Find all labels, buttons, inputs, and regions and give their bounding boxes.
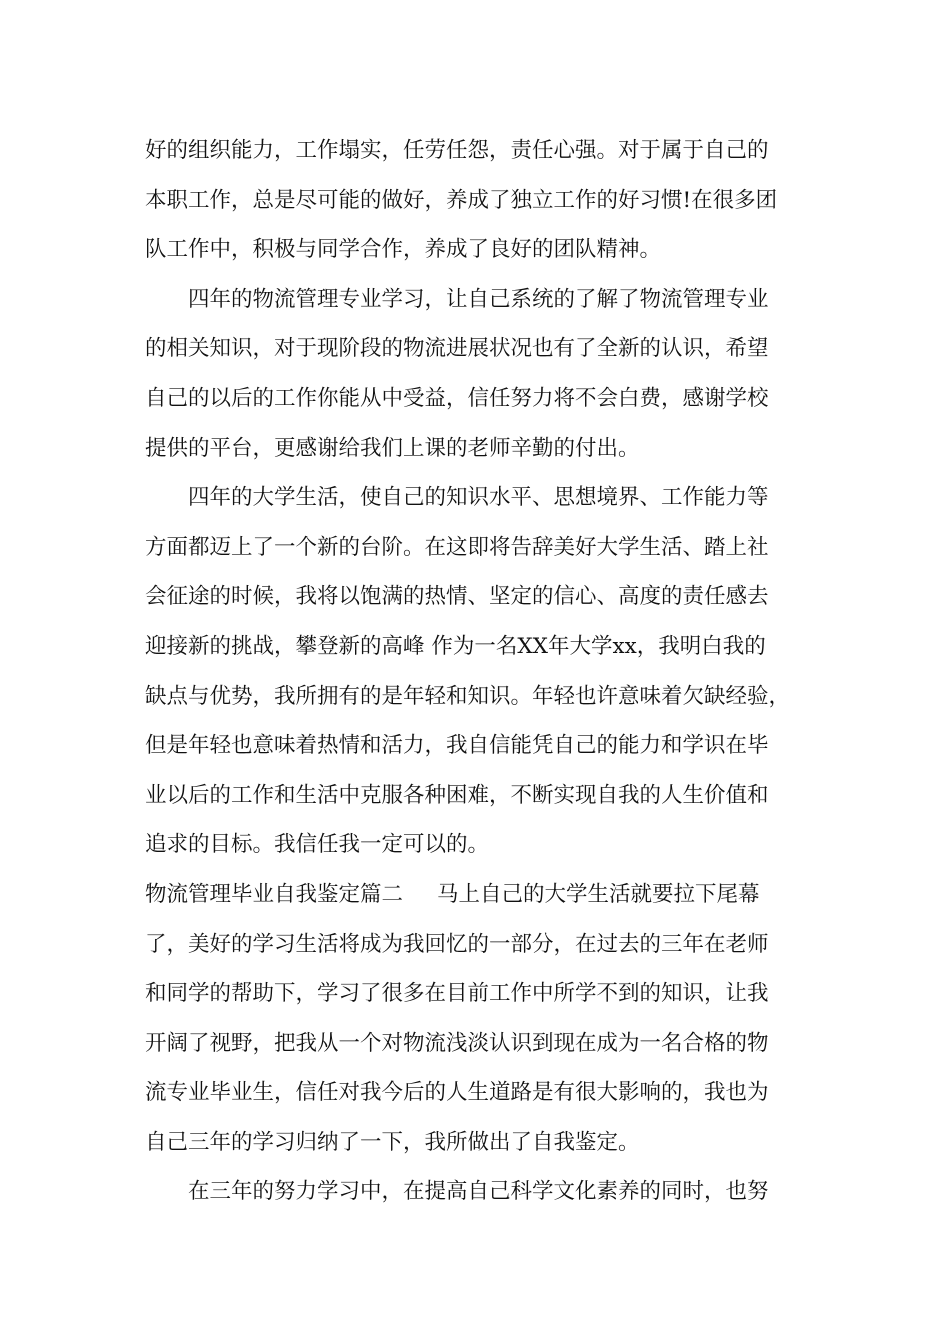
paragraph-line: 但是年轻也意味着热情和活力，我自信能凭自己的能力和学识在毕 (145, 733, 769, 759)
paragraph-line: 在三年的努力学习中，在提高自己科学文化素养的同时，也努 (188, 1179, 769, 1205)
paragraph-start: 马上自己的大学生活就要拉下尾幕 (437, 881, 760, 907)
paragraph-line: 本职工作，总是尽可能的做好，养成了独立工作的好习惯!在很多团 (145, 187, 778, 213)
paragraph-line: 自己的以后的工作你能从中受益，信任努力将不会白费，感谢学校 (145, 385, 769, 411)
paragraph-line: 自己三年的学习归纳了一下，我所做出了自我鉴定。 (145, 1129, 640, 1155)
paragraph-line: 开阔了视野，把我从一个对物流浅淡认识到现在成为一名合格的物 (145, 1030, 769, 1056)
paragraph-line: 了，美好的学习生活将成为我回忆的一部分，在过去的三年在老师 (145, 931, 769, 957)
paragraph-line: 好的组织能力，工作塌实，任劳任怨，责任心强。对于属于自己的 (145, 138, 769, 163)
section-heading: 物流管理毕业自我鉴定篇二 (145, 881, 404, 907)
document-body (145, 126, 825, 1217)
paragraph-line: 队工作中，积极与同学合作，养成了良好的团队精神。 (145, 237, 662, 263)
paragraph-line: 四年的大学生活，使自己的知识水平、思想境界、工作能力等 (188, 485, 769, 511)
section-heading-line (145, 870, 825, 920)
paragraph-line: 方面都迈上了一个新的台阶。在这即将告辞美好大学生活、踏上社 (145, 534, 769, 560)
paragraph-line: 的相关知识，对于现阶段的物流进展状况也有了全新的认识，希望 (145, 336, 769, 362)
paragraph-line: 会征途的时候，我将以饱满的热情、坚定的信心、高度的责任感去 (145, 584, 769, 610)
paragraph-line: 业以后的工作和生活中克服各种困难，不断实现自我的人生价值和 (145, 782, 769, 808)
paragraph-line: 追求的目标。我信任我一定可以的。 (145, 832, 490, 858)
paragraph-line: 缺点与优势，我所拥有的是年轻和知识。年轻也许意味着欠缺经验， (145, 683, 791, 709)
paragraph-line: 四年的物流管理专业学习，让自己系统的了解了物流管理专业 (188, 286, 769, 312)
paragraph-line: 提供的平台，更感谢给我们上课的老师辛勤的付出。 (145, 435, 640, 461)
paragraph-line: 迎接新的挑战，攀登新的高峰 作为一名XX年大学xx，我明白我的 (145, 633, 766, 659)
paragraph-line: 流专业毕业生，信任对我今后的人生道路是有很大影响的，我也为 (145, 1080, 769, 1106)
paragraph-line: 和同学的帮助下，学习了很多在目前工作中所学不到的知识，让我 (145, 981, 769, 1007)
